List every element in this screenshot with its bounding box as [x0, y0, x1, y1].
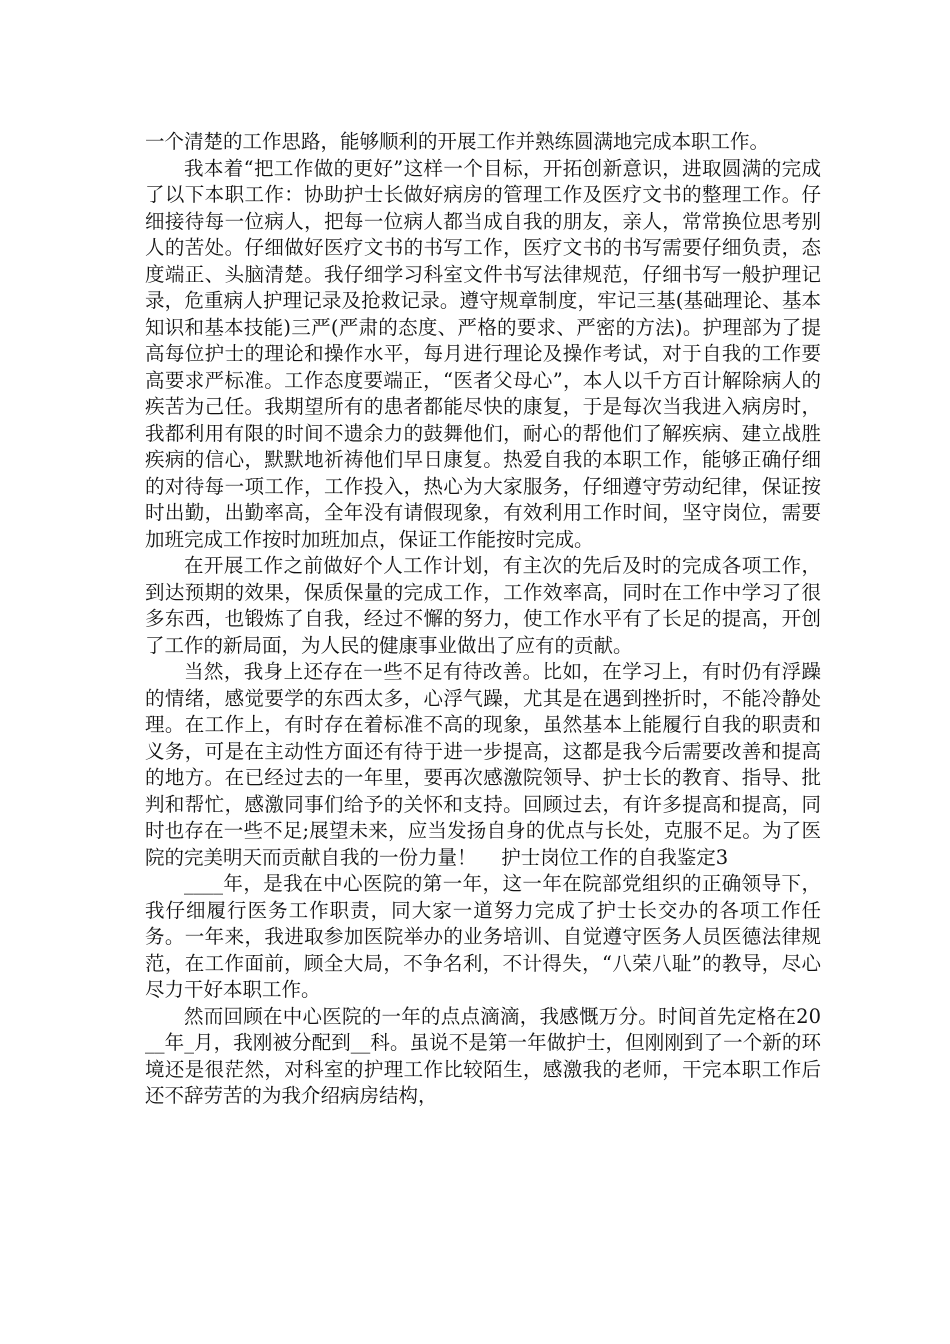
paragraph-shortcomings: 当然，我身上还存在一些不足有待改善。比如，在学习上，有时仍有浮躁的情绪，感觉要学的东西太多，心浮气躁，尤其是在遇到挫折时，不能冷静处理。在工作上，有时存在着标准不高的现象，虽然基本上能履行自我的职责和义务，可是在主动性方面还有待于进一步提高，这都是我今后需要改善和提高的地方。在已经过去的一年里，要再次感激院领导、护士长的教育、指导、批判和帮忙，感激同事们给予的关怀和支持。回顾过去，有许多提高和提高，同时也存在一些不足;展望未来，应当发扬自身的优点与长处，克服不足。为了医院的完美明天而贡献自我的一份力量！ 护士岗位工作的自我鉴定3	[145, 660, 821, 869]
paragraph-continued: 一个清楚的工作思路，能够顺利的开展工作并熟练圆满地完成本职工作。	[145, 130, 770, 153]
document-body	[145, 129, 821, 1110]
paragraph-first-year: ____年，是我在中心医院的第一年，这一年在院部党组织的正确领导下，我仔细履行医务工作职责，同大家一道努力完成了护士长交办的各项工作任务。一年来，我进取参加医院举办的业务培训、自觉遵守医务人员医德法律规范，在工作面前，顾全大局，不争名利，不计得失，“八荣八耻”的教导，尽心尽力干好本职工作。	[145, 872, 821, 1001]
paragraph-planning: 在开展工作之前做好个人工作计划，有主次的先后及时的完成各项工作，到达预期的效果，保质保量的完成工作，工作效率高，同时在工作中学习了很多东西，也锻炼了自我，经过不懈的努力，使工作水平有了长足的提高，开创了工作的新局面，为人民的健康事业做出了应有的贡献。	[145, 554, 821, 657]
paragraph-reflection: 然而回顾在中心医院的一年的点点滴滴，我感慨万分。时间首先定格在20__年_月，我刚被分配到__科。虽说不是第一年做护士，但刚刚到了一个新的环境还是很茫然，对科室的护理工作比较陌生，感激我的老师，干完本职工作后还不辞劳苦的为我介绍病房结构，	[145, 1004, 821, 1107]
paragraph-duties: 我本着“把工作做的更好”这样一个目标，开拓创新意识，进取圆满的完成了以下本职工作：协助护士长做好病房的管理工作及医疗文书的整理工作。仔细接待每一位病人，把每一位病人都当成自我的朋友，亲人，常常换位思考别人的苦处。仔细做好医疗文书的书写工作，医疗文书的书写需要仔细负责，态度端正、头脑清楚。我仔细学习科室文件书写法律规范，仔细书写一般护理记录，危重病人护理记录及抢救记录。遵守规章制度，牢记三基(基础理论、基本知识和基本技能)三严(严肃的态度、严格的要求、严密的方法)。护理部为了提高每位护士的理论和操作水平，每月进行理论及操作考试，对于自我的工作要高要求严标准。工作态度要端正，“医者父母心”，本人以千方百计解除病人的疾苦为己任。我期望所有的患者都能尽快的康复，于是每次当我进入病房时，我都利用有限的时间不遗余力的鼓舞他们，耐心的帮他们了解疾病、建立战胜疾病的信心，默默地祈祷他们早日康复。热爱自我的本职工作，能够正确仔细的对待每一项工作，工作投入，热心为大家服务，仔细遵守劳动纪律，保证按时出勤，出勤率高，全年没有请假现象，有效利用工作时间，坚守岗位，需要加班完成工作按时加班加点，保证工作能按时完成。	[145, 156, 821, 551]
